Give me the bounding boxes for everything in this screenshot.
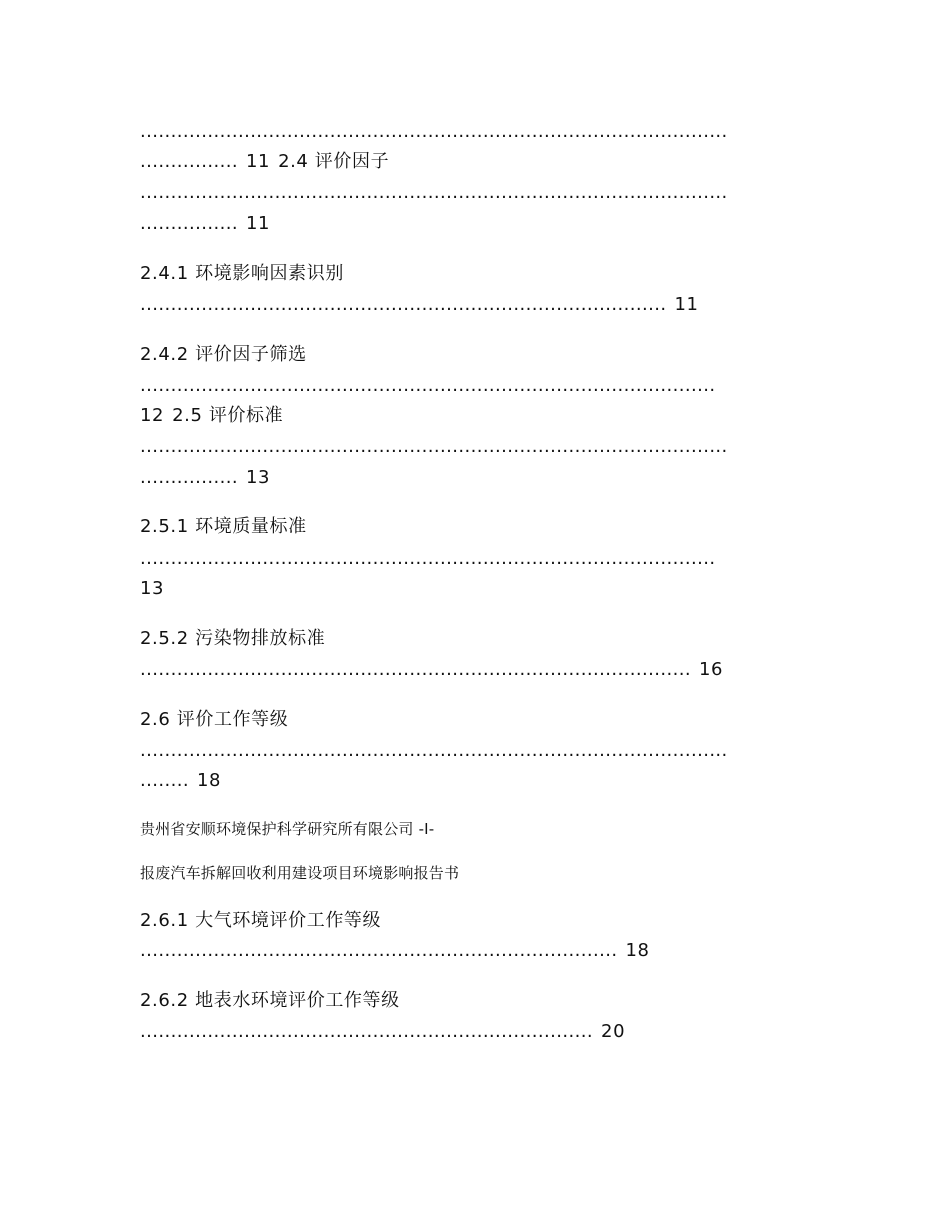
toc-page-number: 18: [625, 940, 650, 961]
dot-leader: ................: [140, 151, 238, 172]
dot-leader: ......................................................................................: [140, 294, 667, 315]
toc-entry-2-5-2[interactable]: [140, 627, 325, 651]
toc-entry-2-4[interactable]: [140, 150, 389, 174]
header-text: 报废汽车拆解回收利用建设项目环境影响报告书: [140, 864, 460, 882]
toc-entry-2-6-2[interactable]: [140, 989, 400, 1013]
toc-entry-title: 2.5.1 环境质量标准: [140, 516, 307, 537]
toc-entry-2-5-1[interactable]: [140, 515, 307, 539]
toc-entry-2-4-2[interactable]: [140, 343, 307, 367]
toc-dot-leader-line: [140, 435, 728, 459]
dot-leader: ................................................................................................: [140, 740, 728, 761]
toc-page-line: [140, 658, 723, 682]
toc-page-line: [140, 212, 270, 236]
toc-page-line: [140, 577, 164, 601]
toc-entry-2-6-1[interactable]: [140, 909, 381, 933]
dot-leader: ..............................................................................................: [140, 375, 716, 396]
toc-entry-title: 2.4.2 评价因子筛选: [140, 344, 307, 365]
dot-leader: ................................................................................................: [140, 121, 728, 142]
toc-entry-title: 2.5.2 污染物排放标准: [140, 628, 326, 649]
page-header: [140, 861, 459, 885]
toc-entry-title: 2.5 评价标准: [172, 405, 284, 426]
toc-page-line: [140, 769, 221, 793]
toc-dot-leader-line: [140, 547, 715, 571]
dot-leader: ..........................................................................: [140, 1021, 594, 1042]
dot-leader: ..............................................................................................: [140, 548, 716, 569]
toc-page-line: [140, 293, 699, 317]
footer-text: 贵州省安顺环境保护科学研究所有限公司 -I-: [140, 820, 435, 838]
toc-entry-title: 2.4.1 环境影响因素识别: [140, 263, 344, 284]
toc-entry-2-4-1[interactable]: [140, 262, 344, 286]
toc-entry-2-5[interactable]: [140, 404, 283, 428]
toc-entry-title: 2.6.1 大气环境评价工作等级: [140, 910, 382, 931]
toc-page-line: [140, 1020, 625, 1044]
toc-entry-2-6[interactable]: [140, 708, 288, 732]
page-footer: [140, 817, 434, 841]
toc-page-line: [140, 466, 270, 490]
toc-entry-title: 2.6 评价工作等级: [140, 709, 289, 730]
dot-leader: ................................................................................................: [140, 436, 728, 457]
dot-leader: ..........................................................................................: [140, 659, 691, 680]
toc-page-number: 20: [601, 1021, 626, 1042]
toc-dot-leader-line: [140, 374, 715, 398]
toc-page-number: 13: [245, 467, 271, 488]
toc-page-number: 11: [245, 151, 271, 172]
toc-page-number: 12: [140, 405, 165, 426]
dot-leader: ................: [140, 467, 238, 488]
toc-dot-leader-line: [140, 181, 728, 205]
dot-leader: ................................................................................................: [140, 182, 728, 203]
dot-leader: ................: [140, 213, 238, 234]
dot-leader: ........: [140, 770, 189, 791]
dot-leader: ..............................................................................: [140, 940, 618, 961]
toc-page-number: 18: [196, 770, 222, 791]
toc-page-number: 16: [698, 659, 724, 680]
toc-dot-leader-line: [140, 739, 728, 763]
toc-page-number: 11: [674, 294, 699, 315]
toc-page-line: [140, 939, 650, 963]
toc-entry-title: 2.6.2 地表水环境评价工作等级: [140, 990, 400, 1011]
toc-dot-leader-line: [140, 120, 728, 144]
toc-page-number: 11: [245, 213, 271, 234]
toc-entry-title: 2.4 评价因子: [278, 151, 390, 172]
toc-page-number: 13: [140, 578, 165, 599]
